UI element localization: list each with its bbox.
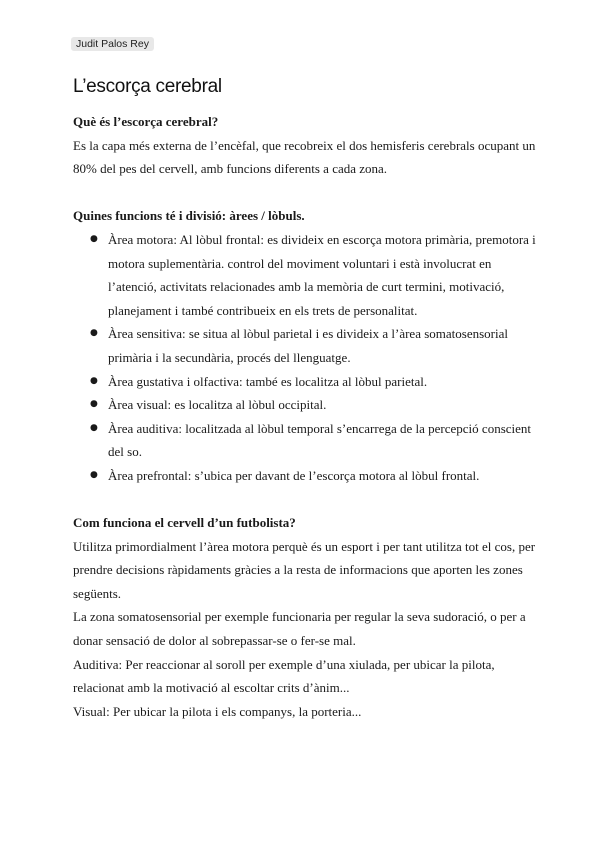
list-item: ● Àrea sensitiva: se situa al lòbul parietal i es divideix a l’àrea somatosensorial primària i la secundària, procés del llenguatge. bbox=[108, 322, 543, 369]
list-item: ● Àrea motora: Al lòbul frontal: es divideix en escorça motora primària, premotora i motora suplementària. control del moviment voluntari i està involucrat en l’atenció, activitats relacionades amb la memòria de curt termini, motivació, planejament i també contribueix en els trets de personalitat. bbox=[108, 228, 543, 322]
document-body bbox=[73, 110, 543, 723]
section-paragraph: La zona somatosensorial per exemple funcionaria per regular la seva sudoració, o per a donar sensació de dolor al sobrepassar-se o fer-se mal. bbox=[73, 609, 526, 649]
section-paragraph: Utilitza primordialment l’àrea motora perquè és un esport i per tant utilitza tot el cos, per prendre decisions ràpidaments gràcies a la resta de informacions que aporten les zones següents. bbox=[73, 538, 536, 601]
spacer bbox=[73, 488, 543, 512]
functions-list bbox=[73, 228, 543, 488]
list-item: ● Àrea prefrontal: s’ubica per davant de l’escorça motora al lòbul frontal. bbox=[108, 464, 543, 488]
author-chip[interactable]: Judit Palos Rey bbox=[71, 37, 154, 51]
spacer bbox=[73, 181, 543, 205]
list-item: ● Àrea auditiva: localitzada al lòbul temporal s’encarrega de la percepció conscient del so. bbox=[108, 417, 543, 464]
section-heading-what: Què és l’escorça cerebral? bbox=[73, 114, 219, 129]
section-heading-functions: Quines funcions té i divisió: àrees / lòbuls. bbox=[73, 208, 305, 224]
section-paragraph: Auditiva: Per reaccionar al soroll per exemple d’una xiulada, per ubicar la pilota, relacionat amb la motivació al escoltar crits d’ànim... bbox=[73, 656, 495, 696]
section-paragraph: Visual: Per ubicar la pilota i els companys, la porteria... bbox=[73, 703, 362, 719]
list-item: ● Àrea visual: es localitza al lòbul occipital. bbox=[108, 393, 543, 417]
list-item: ● Àrea gustativa i olfactiva: també es localitza al lòbul parietal. bbox=[108, 370, 543, 394]
page-title: L’escorça cerebral bbox=[73, 76, 222, 97]
section-heading-footballer: Com funciona el cervell d’un futbolista? bbox=[73, 515, 296, 531]
section-paragraph-definition: Es la capa més externa de l’encèfal, que recobreix el dos hemisferis cerebrals ocupant un 80% del pes del cervell, amb funcions diferents a cada zona. bbox=[73, 137, 536, 177]
